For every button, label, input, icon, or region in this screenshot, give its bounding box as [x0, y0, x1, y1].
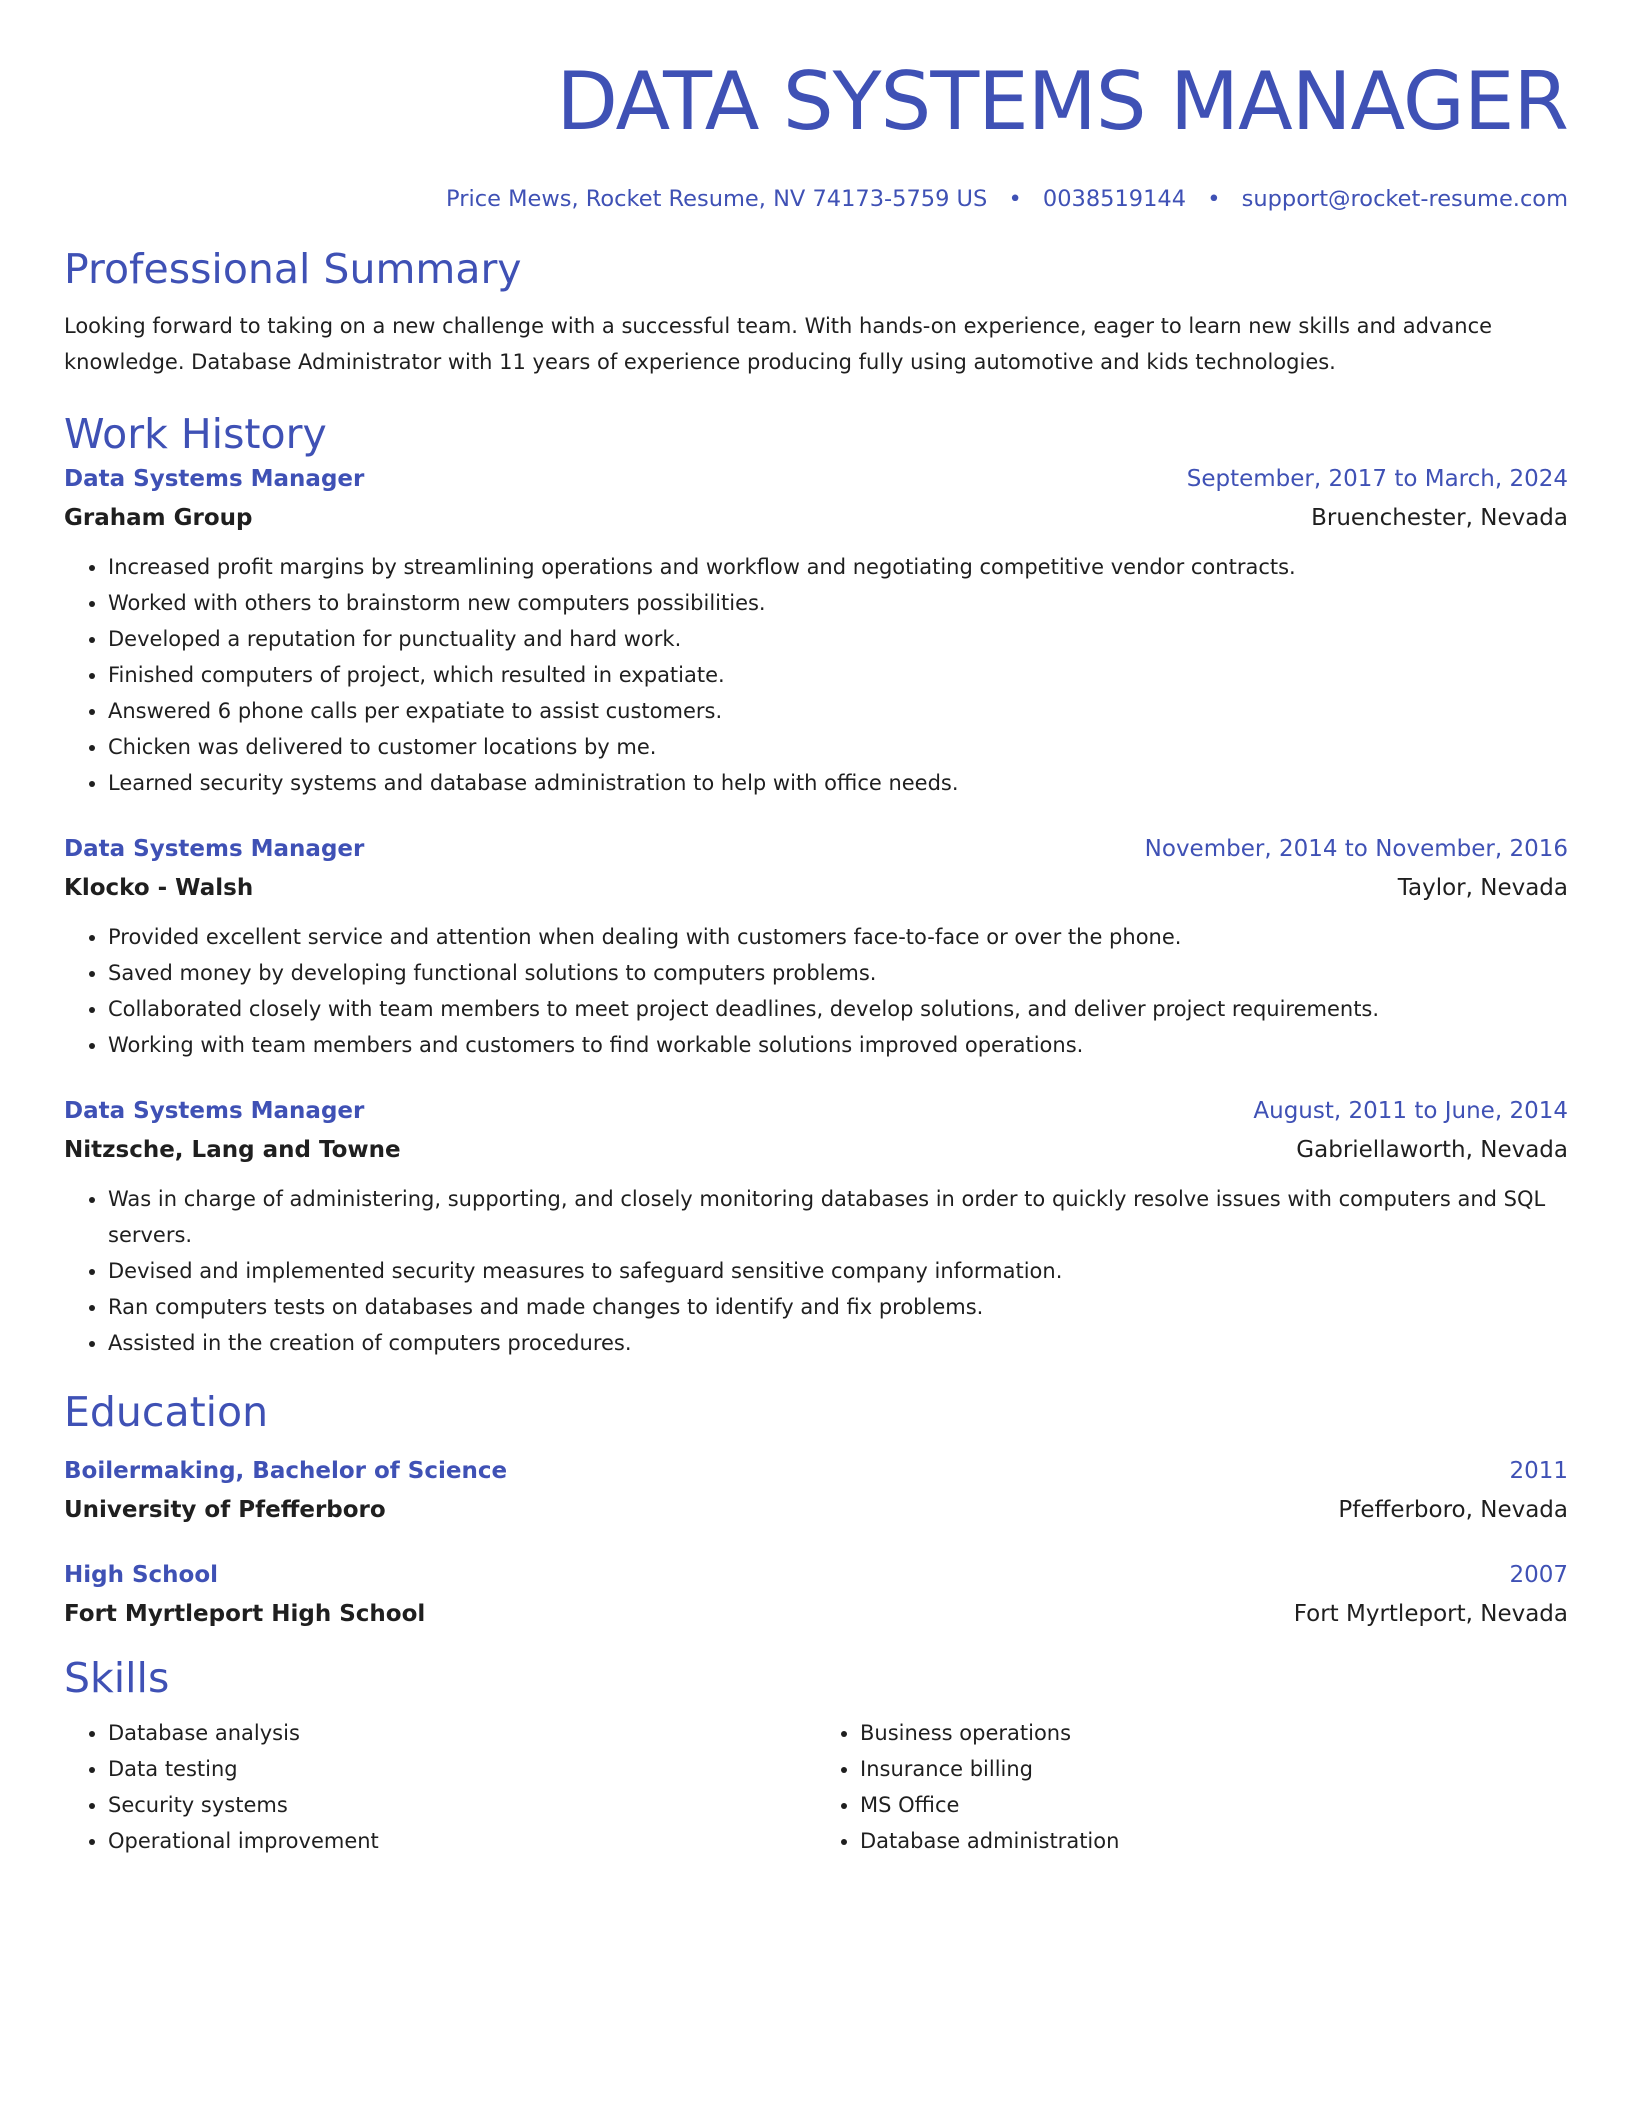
- contact-line: [64, 184, 1568, 214]
- education-year: 2011: [1509, 1458, 1568, 1484]
- skill-item: • Operational improvement: [108, 1823, 816, 1859]
- section-title-skills: Skills: [64, 1654, 170, 1702]
- education-entry: [64, 1555, 1568, 1633]
- education-school-row: [64, 1595, 1568, 1633]
- job-entry: [64, 829, 1568, 1063]
- section-title-summary: Professional Summary: [64, 245, 522, 293]
- education-location: Pfefferboro, Nevada: [1338, 1497, 1568, 1523]
- job-location: Taylor, Nevada: [1397, 875, 1568, 901]
- contact-separator: •: [1207, 186, 1221, 212]
- job-bullet: • Worked with others to brainstorm new computers possibilities.: [108, 585, 1568, 621]
- job-bullet: • Finished computers of project, which resulted in expatiate.: [108, 657, 1568, 693]
- job-title: Data Systems Manager: [64, 836, 365, 862]
- contact-email: support@rocket-resume.com: [1241, 186, 1568, 212]
- section-title-education: Education: [64, 1388, 269, 1436]
- contact-address: Price Mews, Rocket Resume, NV 74173-5759 US: [446, 186, 988, 212]
- job-bullet: • Developed a reputation for punctuality and hard work.: [108, 621, 1568, 657]
- job-dates: August, 2011 to June, 2014: [1253, 1098, 1568, 1124]
- job-header-row: [64, 459, 1568, 499]
- job-bullet: • Increased profit margins by streamlining operations and workflow and negotiating competitive vendor contracts.: [108, 549, 1568, 585]
- education-school: University of Pfefferboro: [64, 1497, 386, 1523]
- job-company-row: [64, 1131, 1568, 1169]
- skill-item: • MS Office: [860, 1787, 1568, 1823]
- job-bullets: [64, 1181, 1568, 1361]
- job-title: Data Systems Manager: [64, 466, 365, 492]
- job-title: Data Systems Manager: [64, 1098, 365, 1124]
- skill-item: • Database analysis: [108, 1715, 816, 1751]
- education-degree: Boilermaking, Bachelor of Science: [64, 1458, 508, 1484]
- education-location: Fort Myrtleport, Nevada: [1293, 1601, 1568, 1627]
- job-company-row: [64, 869, 1568, 907]
- job-company-row: [64, 499, 1568, 537]
- skills-grid: [64, 1715, 1568, 1859]
- job-bullets: [64, 919, 1568, 1063]
- education-entry: [64, 1451, 1568, 1529]
- education-header-row: [64, 1451, 1568, 1491]
- education-school: Fort Myrtleport High School: [64, 1601, 426, 1627]
- job-bullet: • Answered 6 phone calls per expatiate to assist customers.: [108, 693, 1568, 729]
- job-entry: [64, 459, 1568, 801]
- job-entry: [64, 1091, 1568, 1361]
- job-bullet: • Assisted in the creation of computers procedures.: [108, 1325, 1568, 1361]
- job-dates: November, 2014 to November, 2016: [1144, 836, 1568, 862]
- candidate-name: DATA SYSTEMS MANAGER: [556, 55, 1568, 148]
- skill-item: • Data testing: [108, 1751, 816, 1787]
- job-bullet: • Learned security systems and database administration to help with office needs.: [108, 765, 1568, 801]
- contact-phone: 0038519144: [1042, 186, 1187, 212]
- education-degree: High School: [64, 1562, 219, 1588]
- skill-item: • Business operations: [860, 1715, 1568, 1751]
- skill-item: • Security systems: [108, 1787, 816, 1823]
- contact-separator: •: [1008, 186, 1022, 212]
- resume-header: [64, 56, 1568, 214]
- summary-text: Looking forward to taking on a new challenge with a successful team. With hands-on experience, eager to learn new skills and advance knowledge. Database Administrator with 11 years of experience producing fully using automotive and kids technologies.: [64, 314, 1493, 374]
- job-header-row: [64, 1091, 1568, 1131]
- job-bullet: • Ran computers tests on databases and made changes to identify and fix problems.: [108, 1289, 1568, 1325]
- skills-column-left: [64, 1715, 816, 1859]
- education-header-row: [64, 1555, 1568, 1595]
- skills-column-right: [816, 1715, 1568, 1859]
- job-bullet: • Devised and implemented security measures to safeguard sensitive company information.: [108, 1253, 1568, 1289]
- job-bullet: • Provided excellent service and attention when dealing with customers face-to-face or over the phone.: [108, 919, 1568, 955]
- skill-item: • Insurance billing: [860, 1751, 1568, 1787]
- job-company: Nitzsche, Lang and Towne: [64, 1137, 401, 1163]
- job-bullet: • Chicken was delivered to customer locations by me.: [108, 729, 1568, 765]
- job-header-row: [64, 829, 1568, 869]
- job-location: Gabriellaworth, Nevada: [1296, 1137, 1568, 1163]
- job-bullet: • Was in charge of administering, supporting, and closely monitoring databases in order to quickly resolve issues with computers and SQL servers.: [108, 1181, 1568, 1253]
- job-bullet: • Collaborated closely with team members to meet project deadlines, develop solutions, and deliver project requirements.: [108, 991, 1568, 1027]
- job-bullets: [64, 549, 1568, 801]
- job-location: Bruenchester, Nevada: [1311, 505, 1568, 531]
- education-school-row: [64, 1491, 1568, 1529]
- job-bullet: • Working with team members and customers to find workable solutions improved operations.: [108, 1027, 1568, 1063]
- job-company: Klocko - Walsh: [64, 875, 254, 901]
- skill-item: • Database administration: [860, 1823, 1568, 1859]
- job-bullet: • Saved money by developing functional solutions to computers problems.: [108, 955, 1568, 991]
- job-dates: September, 2017 to March, 2024: [1186, 466, 1568, 492]
- section-title-work-history: Work History: [64, 410, 327, 458]
- education-year: 2007: [1509, 1562, 1568, 1588]
- job-company: Graham Group: [64, 505, 253, 531]
